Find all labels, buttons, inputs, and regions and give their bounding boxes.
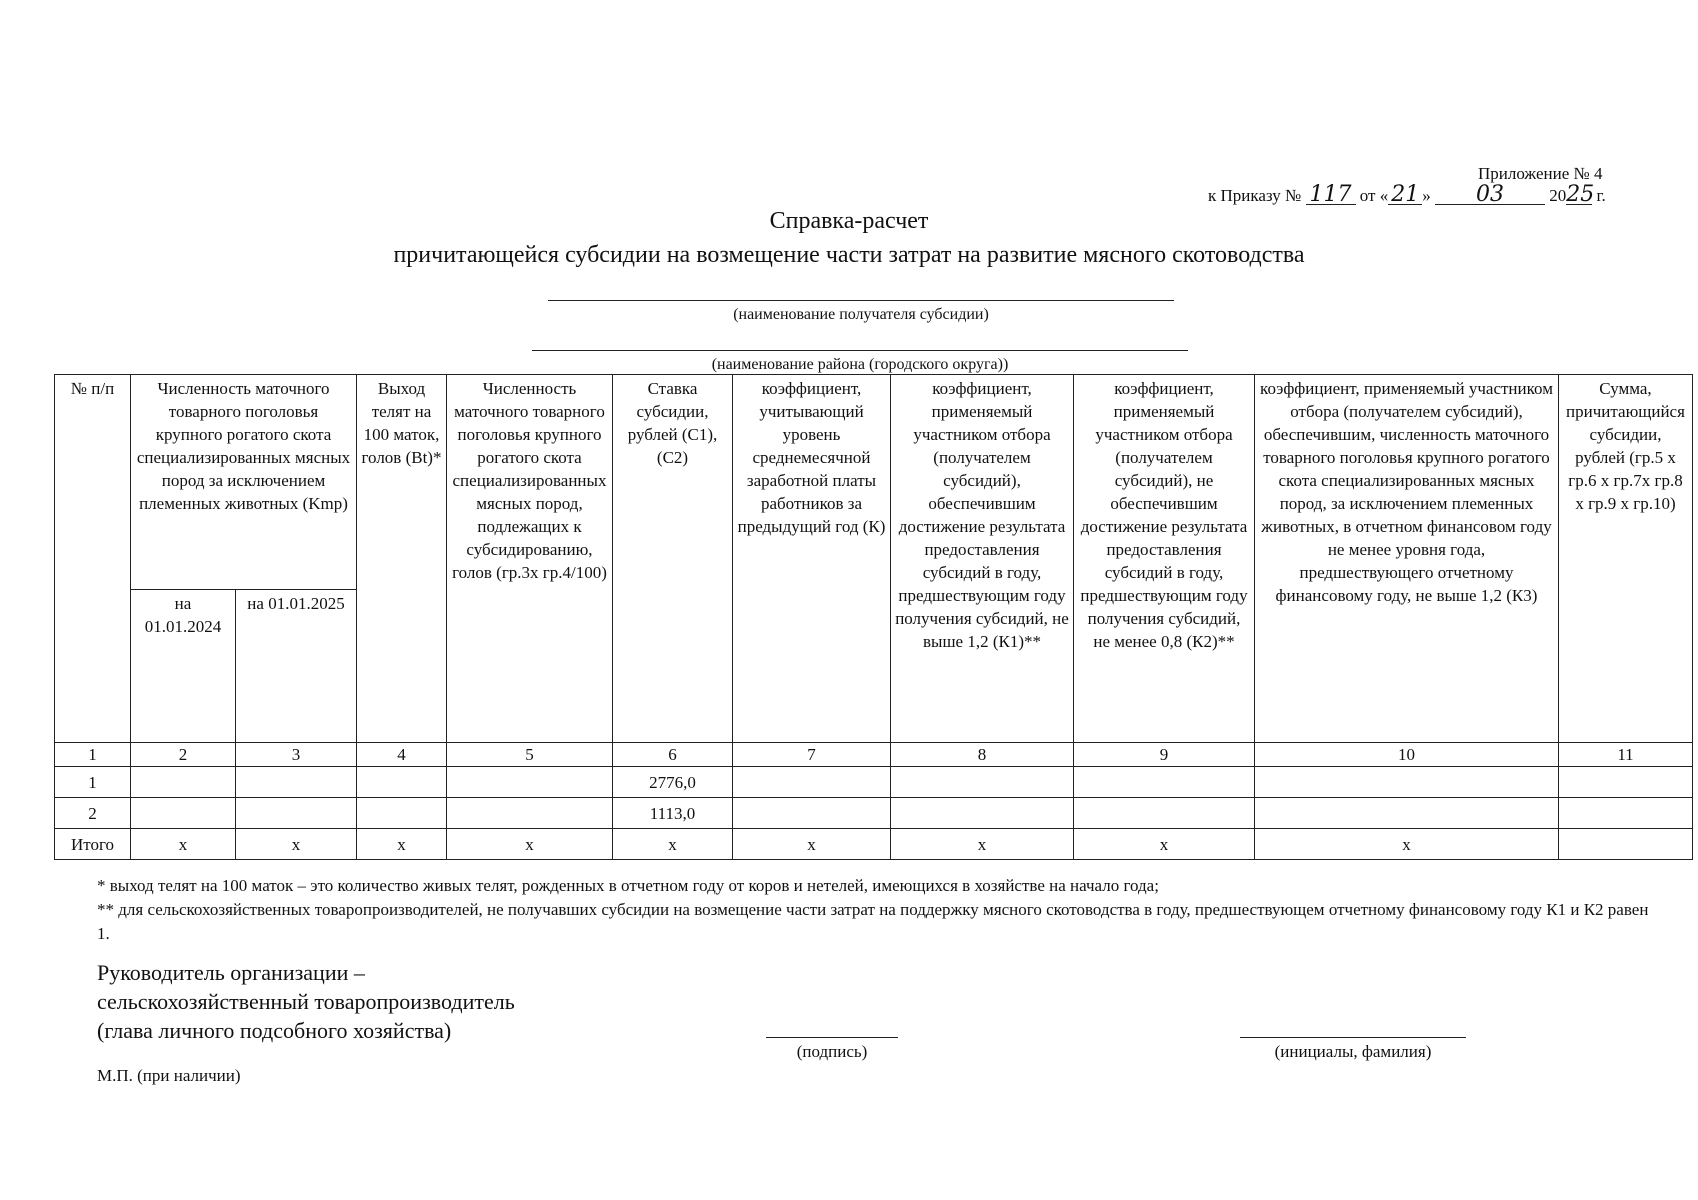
column-number: 3 [236, 743, 357, 767]
name-line [1240, 1037, 1466, 1038]
total-mark: х [447, 829, 613, 860]
total-mark: х [357, 829, 447, 860]
column-number: 4 [357, 743, 447, 767]
name-caption: (инициалы, фамилия) [1274, 1042, 1432, 1061]
total-mark: х [891, 829, 1074, 860]
column-number: 10 [1255, 743, 1559, 767]
total-mark: х [1255, 829, 1559, 860]
signer-line-2: сельскохозяйственный товаропроизводитель [97, 989, 515, 1014]
order-year: 25 [1566, 182, 1595, 207]
table-row [55, 798, 1693, 829]
footnote-calf-yield: * выход телят на 100 маток – это количество живых телят, рожденных в отчетном году от коров и нетелей, имеющихся в хозяйстве на начало года; [97, 876, 1159, 895]
column-number: 11 [1559, 743, 1693, 767]
signature-line [766, 1037, 898, 1038]
col-herd-header: Численность маточного товарного поголовья крупного рогатого скота специализированных мясных пород за исключением племенных животных (Kmp) [131, 375, 357, 590]
table-row [55, 767, 1693, 798]
appendix-label: Приложение № 4 [1478, 164, 1603, 183]
doc-subtitle: причитающейся субсидии на возмещение части затрат на развитие мясного скотоводства [393, 242, 1305, 268]
table-cell [1074, 767, 1255, 798]
signer-line-1: Руководитель организации – [97, 960, 365, 985]
signature-block [97, 958, 515, 1045]
order-from: от « [1359, 186, 1389, 205]
col-number-header: № п/п [55, 375, 131, 743]
table-cell [733, 767, 891, 798]
table-cell [357, 767, 447, 798]
table-cell [1559, 767, 1693, 798]
stamp-place: М.П. (при наличии) [97, 1066, 241, 1085]
table-cell [1074, 798, 1255, 829]
signer-line-3: (глава личного подсобного хозяйства) [97, 1018, 452, 1043]
col-k3-header: коэффициент, применяемый участником отбора (получателем субсидий), обеспечившим, численность маточного товарного поголовья крупного рогатого скота специализированных мясных пород, за исключением племенных животных, в отчетном финансовом году не менее уровня года, предшествующего отчетному финансовому году, не выше 1,2 (К3) [1255, 375, 1559, 743]
col-subsidized-herd-header: Численность маточного товарного поголовья крупного рогатого скота специализированных мясных пород, подлежащих к субсидированию, голов (гр.3х гр.4/100) [447, 375, 613, 743]
table-cell [236, 798, 357, 829]
table-cell [891, 767, 1074, 798]
order-day-close: » [1422, 186, 1431, 205]
table-cell [131, 767, 236, 798]
order-day: 21 [1388, 186, 1422, 205]
order-reference [1208, 182, 1606, 207]
total-mark: х [236, 829, 357, 860]
table-cell [1559, 798, 1693, 829]
table-cell [236, 767, 357, 798]
column-number: 7 [733, 743, 891, 767]
order-year-prefix: 20 [1549, 186, 1567, 205]
total-sum-cell [1559, 829, 1693, 860]
col-calf-yield-header: Выход телят на 100 маток, голов (Bt)* [357, 375, 447, 743]
footnote-coefficients: ** для сельскохозяйственных товаропроизводителей, не получавших субсидии на возмещение части затрат на поддержку мясного скотоводства в году, предшествующем отчетному финансовому году К1 и К2 равен 1. [97, 900, 1649, 943]
table-cell [733, 798, 891, 829]
col-k1-header: коэффициент, применяемый участником отбора (получателем субсидий), обеспечившим достижение результата предоставления субсидий в году, предшествующим году получения субсидий, не выше 1,2 (К1)** [891, 375, 1074, 743]
recipient-caption: (наименование получателя субсидии) [733, 306, 989, 323]
row-number: 2 [55, 798, 131, 829]
rate-cell: 1113,0 [613, 798, 733, 829]
signature-caption: (подпись) [796, 1042, 868, 1061]
column-number: 5 [447, 743, 613, 767]
column-number: 8 [891, 743, 1074, 767]
order-prefix: к Приказу № [1208, 186, 1302, 205]
column-number: 9 [1074, 743, 1255, 767]
footnotes [97, 874, 1657, 946]
row-number: 1 [55, 767, 131, 798]
col-herd-2025-header: на 01.01.2025 [236, 590, 357, 743]
col-sum-header: Сумма, причитающийся субсидии, рублей (гр.5 х гр.6 х гр.7х гр.8 х гр.9 х гр.10) [1559, 375, 1693, 743]
total-mark: х [1074, 829, 1255, 860]
total-row [55, 829, 1693, 860]
total-label: Итого [55, 829, 131, 860]
total-mark: х [733, 829, 891, 860]
recipient-line [548, 300, 1174, 301]
order-year-suffix: г. [1596, 186, 1606, 205]
header-row-1 [55, 375, 1693, 590]
order-number: 117 [1306, 186, 1356, 205]
calculation-table [54, 374, 1693, 860]
rate-cell: 2776,0 [613, 767, 733, 798]
column-number: 6 [613, 743, 733, 767]
table-cell [1255, 798, 1559, 829]
column-numbers-row [55, 743, 1693, 767]
district-caption: (наименование района (городского округа)) [711, 356, 1009, 373]
total-mark: х [613, 829, 733, 860]
doc-title: Справка-расчет [769, 208, 929, 234]
table-cell [447, 767, 613, 798]
col-herd-2024-header: на 01.01.2024 [131, 590, 236, 743]
table-cell [447, 798, 613, 829]
col-k2-header: коэффициент, применяемый участником отбора (получателем субсидий), не обеспечившим достижение результата предоставления субсидий в году, предшествующим году получения субсидий, не менее 0,8 (К2)** [1074, 375, 1255, 743]
col-k-header: коэффициент, учитывающий уровень среднемесячной заработной платы работников за предыдущий год (К) [733, 375, 891, 743]
column-number: 1 [55, 743, 131, 767]
table-cell [357, 798, 447, 829]
table-cell [1255, 767, 1559, 798]
column-number: 2 [131, 743, 236, 767]
table-cell [131, 798, 236, 829]
table-cell [891, 798, 1074, 829]
district-line [532, 350, 1188, 351]
order-month: 03 [1435, 186, 1545, 205]
col-rate-header: Ставка субсидии, рублей (C1), (C2) [613, 375, 733, 743]
total-mark: х [131, 829, 236, 860]
